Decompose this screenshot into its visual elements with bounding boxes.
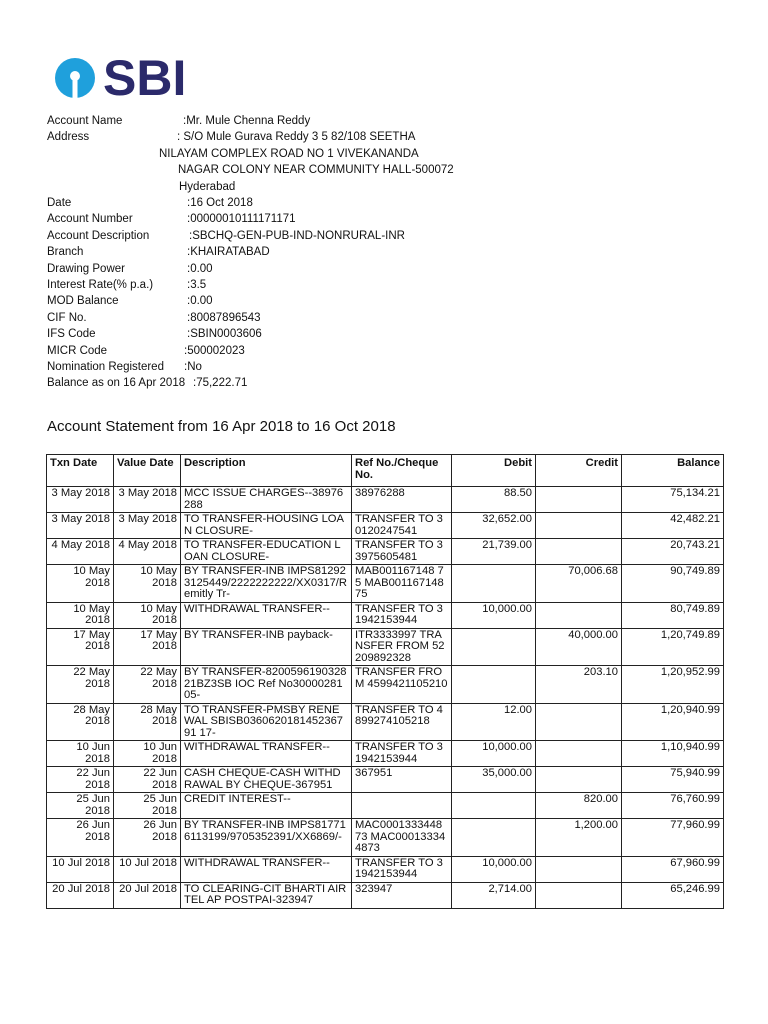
table-row <box>47 793 724 819</box>
account-field-value: :500002023 <box>184 344 245 357</box>
credit-cell <box>536 602 622 628</box>
debit-cell: 12.00 <box>452 703 536 741</box>
value-date-cell: 3 May 2018 <box>114 513 181 539</box>
value-date-cell: 3 May 2018 <box>114 487 181 513</box>
description-cell: BY TRANSFER-INB payback- <box>181 628 352 666</box>
txn-date-cell: 3 May 2018 <box>47 513 114 539</box>
table-row <box>47 767 724 793</box>
debit-cell <box>452 793 536 819</box>
col-value-date: Value Date <box>114 455 181 487</box>
balance-cell: 1,10,940.99 <box>622 741 724 767</box>
account-field-label: Branch <box>47 246 84 259</box>
txn-date-cell: 20 Jul 2018 <box>47 882 114 908</box>
credit-cell: 40,000.00 <box>536 628 622 666</box>
account-field-value: :0.00 <box>187 295 213 308</box>
description-cell: TO TRANSFER-HOUSING LOAN CLOSURE- <box>181 513 352 539</box>
table-row <box>47 666 724 704</box>
balance-cell: 42,482.21 <box>622 513 724 539</box>
account-field-label: MICR Code <box>47 344 108 357</box>
col-txn-date: Txn Date <box>47 455 114 487</box>
account-field-label: Address <box>47 131 90 144</box>
account-field-value: :KHAIRATABAD <box>187 246 270 259</box>
value-date-cell: 20 Jul 2018 <box>114 882 181 908</box>
balance-cell: 67,960.99 <box>622 856 724 882</box>
account-field-label: Account Number <box>47 213 133 226</box>
txn-date-cell: 17 May 2018 <box>47 628 114 666</box>
description-cell: TO CLEARING-CIT BHARTI AIRTEL AP POSTPAI-323947 <box>181 882 352 908</box>
txn-date-cell: 22 Jun 2018 <box>47 767 114 793</box>
ref-cell <box>352 793 452 819</box>
account-field-label: CIF No. <box>47 311 87 324</box>
table-row <box>47 539 724 565</box>
credit-cell: 1,200.00 <box>536 819 622 857</box>
description-cell: TO TRANSFER-PMSBY RENEWAL SBISB036062018145236791 17- <box>181 703 352 741</box>
account-field-value: :Mr. Mule Chenna Reddy <box>183 115 311 127</box>
value-date-cell: 28 May 2018 <box>114 703 181 741</box>
ref-cell: MAC000133344873 MAC000133344873 <box>352 819 452 857</box>
value-date-cell: 22 Jun 2018 <box>114 767 181 793</box>
account-field-value: NAGAR COLONY NEAR COMMUNITY HALL-500072 <box>178 164 454 177</box>
credit-cell <box>536 539 622 565</box>
ref-cell: TRANSFER TO 31942153944 <box>352 602 452 628</box>
table-row <box>47 565 724 603</box>
description-cell: BY TRANSFER-INB IMPS812923125449/2222222222/XX0317/Remitly Tr- <box>181 565 352 603</box>
account-field-value: :No <box>184 361 202 373</box>
description-cell: MCC ISSUE CHARGES--38976288 <box>181 487 352 513</box>
table-row <box>47 856 724 882</box>
table-row <box>47 819 724 857</box>
credit-cell <box>536 703 622 741</box>
value-date-cell: 10 May 2018 <box>114 565 181 603</box>
col-balance: Balance <box>622 455 724 487</box>
col-debit: Debit <box>452 455 536 487</box>
credit-cell <box>536 513 622 539</box>
table-row <box>47 741 724 767</box>
table-row <box>47 487 724 513</box>
debit-cell: 10,000.00 <box>452 602 536 628</box>
txn-date-cell: 26 Jun 2018 <box>47 819 114 857</box>
balance-cell: 65,246.99 <box>622 882 724 908</box>
table-body <box>47 487 724 909</box>
debit-cell: 10,000.00 <box>452 856 536 882</box>
credit-cell <box>536 856 622 882</box>
description-cell: BY TRANSFER-8200596190328 21BZ3SB IOC Ref No3000028105- <box>181 666 352 704</box>
txn-date-cell: 10 May 2018 <box>47 602 114 628</box>
credit-cell <box>536 741 622 767</box>
account-field-value: : S/O Mule Gurava Reddy 3 5 82/108 SEETHA <box>177 131 416 144</box>
account-field-value: :SBIN0003606 <box>187 328 262 341</box>
account-field-label: Account Name <box>47 115 123 127</box>
account-field-value: :SBCHQ-GEN-PUB-IND-NONRURAL-INR <box>189 229 405 242</box>
ref-cell: TRANSFER TO 4899274105218 <box>352 703 452 741</box>
txn-date-cell: 28 May 2018 <box>47 703 114 741</box>
debit-cell: 35,000.00 <box>452 767 536 793</box>
col-credit: Credit <box>536 455 622 487</box>
description-cell: WITHDRAWAL TRANSFER-- <box>181 602 352 628</box>
account-field-value: :75,222.71 <box>193 377 248 390</box>
credit-cell: 820.00 <box>536 793 622 819</box>
account-field-label: Nomination Registered <box>47 361 164 373</box>
txn-date-cell: 10 Jun 2018 <box>47 741 114 767</box>
ref-cell: ITR3333997 TRANSFER FROM 52209892328 <box>352 628 452 666</box>
balance-cell: 20,743.21 <box>622 539 724 565</box>
balance-cell: 77,960.99 <box>622 819 724 857</box>
debit-cell <box>452 819 536 857</box>
txn-date-cell: 3 May 2018 <box>47 487 114 513</box>
account-field-value: :80087896543 <box>187 311 261 324</box>
statement-title: Account Statement from 16 Apr 2018 to 16 Oct 2018 <box>47 418 396 435</box>
value-date-cell: 17 May 2018 <box>114 628 181 666</box>
ref-cell: TRANSFER TO 31942153944 <box>352 856 452 882</box>
debit-cell: 10,000.00 <box>452 741 536 767</box>
balance-cell: 76,760.99 <box>622 793 724 819</box>
credit-cell: 203.10 <box>536 666 622 704</box>
ref-cell: 367951 <box>352 767 452 793</box>
table-row <box>47 703 724 741</box>
account-field-value: :3.5 <box>187 279 207 291</box>
txn-date-cell: 25 Jun 2018 <box>47 793 114 819</box>
account-field-value: NILAYAM COMPLEX ROAD NO 1 VIVEKANANDA <box>159 147 419 160</box>
ref-cell: TRANSFER FROM 4599421105210 <box>352 666 452 704</box>
debit-cell: 32,652.00 <box>452 513 536 539</box>
value-date-cell: 10 Jun 2018 <box>114 741 181 767</box>
balance-cell: 75,940.99 <box>622 767 724 793</box>
debit-cell <box>452 565 536 603</box>
credit-cell: 70,006.68 <box>536 565 622 603</box>
value-date-cell: 26 Jun 2018 <box>114 819 181 857</box>
sbi-logo <box>55 52 186 104</box>
description-cell: WITHDRAWAL TRANSFER-- <box>181 856 352 882</box>
col-description: Description <box>181 455 352 487</box>
txn-date-cell: 4 May 2018 <box>47 539 114 565</box>
account-field-label: IFS Code <box>47 328 96 341</box>
col-ref-no: Ref No./Cheque No. <box>352 455 452 487</box>
table-row <box>47 882 724 908</box>
account-field-label: Interest Rate(% p.a.) <box>47 279 154 291</box>
table-header-row <box>47 455 724 487</box>
table-row <box>47 628 724 666</box>
table-row <box>47 602 724 628</box>
transactions-table <box>46 454 724 909</box>
value-date-cell: 10 Jul 2018 <box>114 856 181 882</box>
txn-date-cell: 22 May 2018 <box>47 666 114 704</box>
ref-cell: 38976288 <box>352 487 452 513</box>
debit-cell: 21,739.00 <box>452 539 536 565</box>
account-field-value: :00000010111171171 <box>187 213 296 226</box>
value-date-cell: 4 May 2018 <box>114 539 181 565</box>
balance-cell: 1,20,940.99 <box>622 703 724 741</box>
balance-cell: 90,749.89 <box>622 565 724 603</box>
credit-cell <box>536 487 622 513</box>
balance-cell: 1,20,952.99 <box>622 666 724 704</box>
account-field-value: :0.00 <box>187 262 213 275</box>
value-date-cell: 25 Jun 2018 <box>114 793 181 819</box>
description-cell: BY TRANSFER-INB IMPS817716113199/9705352391/XX6869/- <box>181 819 352 857</box>
txn-date-cell: 10 Jul 2018 <box>47 856 114 882</box>
ref-cell: TRANSFER TO 30120247541 <box>352 513 452 539</box>
balance-cell: 75,134.21 <box>622 487 724 513</box>
balance-cell: 1,20,749.89 <box>622 628 724 666</box>
sbi-keyhole-icon <box>55 58 95 98</box>
account-field-label: Account Description <box>47 229 150 242</box>
account-field-label: Date <box>47 197 72 209</box>
description-cell: TO TRANSFER-EDUCATION LOAN CLOSURE- <box>181 539 352 565</box>
debit-cell: 2,714.00 <box>452 882 536 908</box>
brand-name: SBI <box>103 50 187 106</box>
account-field-value: :16 Oct 2018 <box>187 197 253 209</box>
account-field-label: Drawing Power <box>47 262 125 275</box>
credit-cell <box>536 882 622 908</box>
value-date-cell: 10 May 2018 <box>114 602 181 628</box>
debit-cell <box>452 666 536 704</box>
account-field-value: Hyderabad <box>179 180 236 193</box>
credit-cell <box>536 767 622 793</box>
account-field-label: MOD Balance <box>47 295 119 308</box>
description-cell: WITHDRAWAL TRANSFER-- <box>181 741 352 767</box>
balance-cell: 80,749.89 <box>622 602 724 628</box>
ref-cell: TRANSFER TO 31942153944 <box>352 741 452 767</box>
ref-cell: 323947 <box>352 882 452 908</box>
account-field-label: Balance as on 16 Apr 2018 <box>47 377 186 390</box>
debit-cell <box>452 628 536 666</box>
debit-cell: 88.50 <box>452 487 536 513</box>
ref-cell: TRANSFER TO 33975605481 <box>352 539 452 565</box>
value-date-cell: 22 May 2018 <box>114 666 181 704</box>
txn-date-cell: 10 May 2018 <box>47 565 114 603</box>
description-cell: CREDIT INTEREST-- <box>181 793 352 819</box>
table-row <box>47 513 724 539</box>
description-cell: CASH CHEQUE-CASH WITHDRAWAL BY CHEQUE-367951 <box>181 767 352 793</box>
ref-cell: MAB001167148 75 MAB001167148 75 <box>352 565 452 603</box>
